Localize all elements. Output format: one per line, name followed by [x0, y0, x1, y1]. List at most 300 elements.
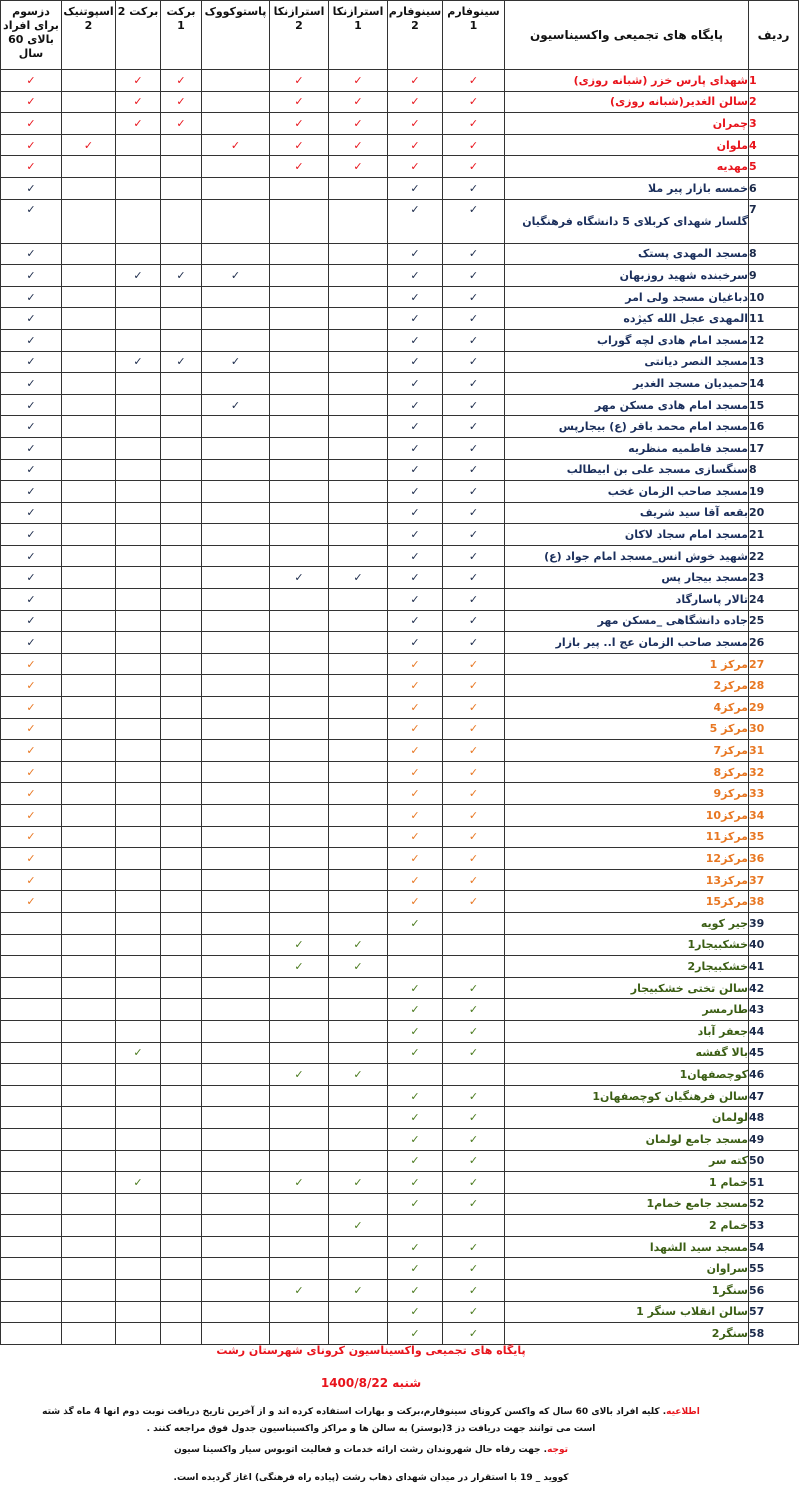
checkmark-icon: ✓	[26, 549, 36, 563]
cell-astra1	[329, 567, 388, 589]
cell-barekat1	[161, 1128, 202, 1150]
cell-barekat1	[161, 891, 202, 913]
header-sinopharm2: سینوفارم 2	[388, 1, 443, 70]
checkmark-icon: ✓	[410, 571, 420, 585]
cell-barekat2	[116, 632, 161, 654]
checkmark-icon: ✓	[26, 614, 36, 628]
checkmark-icon: ✓	[230, 398, 241, 412]
row-number: 25	[749, 610, 799, 632]
cell-pastocovac	[202, 394, 270, 416]
cell-sputnik2	[62, 869, 116, 891]
cell-barekat2	[116, 1258, 161, 1280]
cell-astra1	[329, 177, 388, 199]
center-name: سالن انقلاب سنگر 1	[505, 1301, 749, 1323]
checkmark-icon: ✓	[410, 95, 420, 109]
checkmark-icon: ✓	[26, 95, 36, 109]
center-name: سنگر1	[505, 1280, 749, 1302]
cell-sinopharm1	[443, 1236, 505, 1258]
cell-pastocovac	[202, 134, 270, 156]
table-row	[1, 545, 799, 567]
cell-sputnik2	[62, 826, 116, 848]
table-row	[1, 1128, 799, 1150]
cell-sinopharm1	[443, 351, 505, 373]
cell-astra1	[329, 632, 388, 654]
cell-barekat2	[116, 1020, 161, 1042]
checkmark-icon: ✓	[410, 73, 420, 87]
checkmark-icon: ✓	[230, 268, 241, 282]
cell-barekat1	[161, 177, 202, 199]
table-row	[1, 697, 799, 719]
table-row	[1, 1107, 799, 1129]
checkmark-icon: ✓	[410, 895, 420, 909]
checkmark-icon: ✓	[230, 355, 241, 369]
cell-astra2	[270, 761, 329, 783]
checkmark-icon: ✓	[468, 290, 479, 304]
cell-astra1	[329, 891, 388, 913]
row-number: 32	[749, 761, 799, 783]
cell-sinopharm1	[443, 1280, 505, 1302]
cell-booster	[1, 761, 62, 783]
cell-astra1	[329, 1323, 388, 1345]
cell-astra2	[270, 351, 329, 373]
center-name: کته سر	[505, 1150, 749, 1172]
cell-barekat2	[116, 697, 161, 719]
center-name: جاده دانشگاهی _مسکن مهر	[505, 610, 749, 632]
cell-sinopharm1	[443, 848, 505, 870]
cell-barekat2	[116, 891, 161, 913]
cell-pastocovac	[202, 1085, 270, 1107]
cell-pastocovac	[202, 912, 270, 934]
cell-barekat1	[161, 632, 202, 654]
checkmark-icon: ✓	[353, 160, 363, 174]
table-row	[1, 869, 799, 891]
checkmark-icon: ✓	[410, 1154, 420, 1168]
cell-sputnik2	[62, 891, 116, 913]
cell-sputnik2	[62, 351, 116, 373]
cell-sinopharm1	[443, 394, 505, 416]
cell-pastocovac	[202, 91, 270, 113]
cell-barekat2	[116, 1172, 161, 1194]
checkmark-icon: ✓	[468, 528, 479, 542]
checkmark-icon: ✓	[26, 528, 36, 542]
checkmark-icon: ✓	[468, 1024, 479, 1038]
checkmark-icon: ✓	[468, 160, 479, 174]
cell-astra2	[270, 394, 329, 416]
checkmark-icon: ✓	[176, 73, 186, 87]
checkmark-icon: ✓	[468, 1262, 479, 1276]
cell-barekat2	[116, 545, 161, 567]
checkmark-icon: ✓	[133, 1175, 143, 1189]
table-row	[1, 243, 799, 265]
cell-barekat1	[161, 1323, 202, 1345]
checkmark-icon: ✓	[468, 1197, 479, 1211]
checkmark-icon: ✓	[410, 247, 420, 261]
cell-pastocovac	[202, 783, 270, 805]
checkmark-icon: ✓	[133, 268, 143, 282]
checkmark-icon: ✓	[468, 1175, 479, 1189]
cell-barekat2	[116, 481, 161, 503]
checkmark-icon: ✓	[410, 1240, 420, 1254]
cell-booster	[1, 977, 62, 999]
cell-astra1	[329, 653, 388, 675]
cell-booster	[1, 826, 62, 848]
cell-pastocovac	[202, 697, 270, 719]
cell-sinopharm2	[388, 977, 443, 999]
cell-pastocovac	[202, 848, 270, 870]
cell-sinopharm2	[388, 999, 443, 1021]
cell-sinopharm1	[443, 1020, 505, 1042]
cell-astra1	[329, 718, 388, 740]
cell-barekat2	[116, 329, 161, 351]
checkmark-icon: ✓	[294, 1283, 304, 1297]
center-name: خمام 2	[505, 1215, 749, 1237]
checkmark-icon: ✓	[26, 138, 36, 152]
cell-barekat1	[161, 1280, 202, 1302]
checkmark-icon: ✓	[468, 1240, 479, 1254]
checkmark-icon: ✓	[26, 830, 36, 844]
cell-barekat1	[161, 545, 202, 567]
row-number: 29	[749, 697, 799, 719]
cell-barekat1	[161, 718, 202, 740]
cell-barekat1	[161, 675, 202, 697]
center-name: خشکبیجار2	[505, 956, 749, 978]
cell-barekat1	[161, 265, 202, 287]
cell-sinopharm2	[388, 718, 443, 740]
center-name: سنگر2	[505, 1323, 749, 1345]
header-row-no: ردیف	[749, 1, 799, 70]
cell-sinopharm1	[443, 1215, 505, 1237]
cell-barekat2	[116, 1064, 161, 1086]
cell-pastocovac	[202, 177, 270, 199]
cell-sputnik2	[62, 524, 116, 546]
cell-pastocovac	[202, 740, 270, 762]
checkmark-icon: ✓	[410, 1197, 420, 1211]
cell-sputnik2	[62, 1085, 116, 1107]
cell-sinopharm1	[443, 1193, 505, 1215]
row-number: 9	[749, 265, 799, 287]
cell-sinopharm1	[443, 826, 505, 848]
checkmark-icon: ✓	[468, 116, 479, 130]
checkmark-icon: ✓	[468, 1089, 479, 1103]
cell-barekat1	[161, 826, 202, 848]
checkmark-icon: ✓	[26, 895, 36, 909]
cell-barekat1	[161, 1042, 202, 1064]
row-number: 23	[749, 567, 799, 589]
cell-barekat2	[116, 826, 161, 848]
checkmark-icon: ✓	[353, 73, 363, 87]
row-number: 40	[749, 934, 799, 956]
cell-barekat1	[161, 1020, 202, 1042]
row-number: 48	[749, 1107, 799, 1129]
table-row	[1, 761, 799, 783]
cell-pastocovac	[202, 977, 270, 999]
cell-astra2	[270, 502, 329, 524]
cell-pastocovac	[202, 545, 270, 567]
footer-notice	[40, 1404, 702, 1438]
cell-astra1	[329, 1064, 388, 1086]
cell-barekat1	[161, 589, 202, 611]
cell-astra2	[270, 1172, 329, 1194]
checkmark-icon: ✓	[468, 138, 479, 152]
cell-barekat2	[116, 977, 161, 999]
cell-sputnik2	[62, 675, 116, 697]
checkmark-icon: ✓	[410, 376, 420, 390]
checkmark-icon: ✓	[176, 95, 186, 109]
cell-sputnik2	[62, 1215, 116, 1237]
checkmark-icon: ✓	[468, 484, 479, 498]
cell-astra2	[270, 1064, 329, 1086]
cell-barekat1	[161, 1085, 202, 1107]
table-row	[1, 912, 799, 934]
cell-astra1	[329, 394, 388, 416]
cell-sputnik2	[62, 956, 116, 978]
cell-astra2	[270, 1107, 329, 1129]
cell-sputnik2	[62, 373, 116, 395]
cell-astra1	[329, 545, 388, 567]
cell-astra2	[270, 1150, 329, 1172]
table-row	[1, 1193, 799, 1215]
cell-booster	[1, 956, 62, 978]
cell-barekat2	[116, 134, 161, 156]
cell-barekat2	[116, 912, 161, 934]
checkmark-icon: ✓	[410, 1089, 420, 1103]
cell-sputnik2	[62, 1258, 116, 1280]
center-name: مسجد امام هادی مسکن مهر	[505, 394, 749, 416]
checkmark-icon: ✓	[468, 851, 479, 865]
cell-sinopharm2	[388, 416, 443, 438]
cell-sputnik2	[62, 1323, 116, 1345]
table-row	[1, 783, 799, 805]
center-name: شهید خوش انس_مسجد امام جواد (ع)	[505, 545, 749, 567]
row-number: 41	[749, 956, 799, 978]
row-number: 2	[749, 91, 799, 113]
cell-sinopharm1	[443, 308, 505, 330]
cell-astra2	[270, 1085, 329, 1107]
cell-sputnik2	[62, 977, 116, 999]
cell-barekat1	[161, 91, 202, 113]
cell-sinopharm2	[388, 891, 443, 913]
checkmark-icon: ✓	[468, 1154, 479, 1168]
cell-sputnik2	[62, 1128, 116, 1150]
checkmark-icon: ✓	[410, 290, 420, 304]
checkmark-icon: ✓	[410, 268, 420, 282]
cell-barekat2	[116, 308, 161, 330]
cell-astra1	[329, 956, 388, 978]
cell-pastocovac	[202, 113, 270, 135]
cell-astra2	[270, 113, 329, 135]
cell-sinopharm1	[443, 265, 505, 287]
checkmark-icon: ✓	[468, 398, 479, 412]
checkmark-icon: ✓	[468, 333, 479, 347]
table-row	[1, 1236, 799, 1258]
row-number: 30	[749, 718, 799, 740]
cell-sinopharm2	[388, 1301, 443, 1323]
row-number: 21	[749, 524, 799, 546]
table-row	[1, 437, 799, 459]
cell-barekat1	[161, 653, 202, 675]
cell-booster	[1, 459, 62, 481]
cell-astra1	[329, 1042, 388, 1064]
checkmark-icon: ✓	[26, 851, 36, 865]
cell-barekat2	[116, 1085, 161, 1107]
cell-sinopharm1	[443, 869, 505, 891]
cell-sinopharm2	[388, 783, 443, 805]
center-name: مرکز7	[505, 740, 749, 762]
cell-booster	[1, 653, 62, 675]
cell-pastocovac	[202, 1193, 270, 1215]
cell-sputnik2	[62, 912, 116, 934]
cell-sinopharm1	[443, 1323, 505, 1345]
cell-astra1	[329, 524, 388, 546]
cell-booster	[1, 1085, 62, 1107]
checkmark-icon: ✓	[410, 441, 420, 455]
cell-barekat1	[161, 761, 202, 783]
cell-sinopharm1	[443, 891, 505, 913]
center-name: بالا گفشه	[505, 1042, 749, 1064]
cell-pastocovac	[202, 632, 270, 654]
cell-pastocovac	[202, 869, 270, 891]
cell-astra2	[270, 589, 329, 611]
cell-booster	[1, 1280, 62, 1302]
checkmark-icon: ✓	[410, 506, 420, 520]
cell-sinopharm2	[388, 761, 443, 783]
checkmark-icon: ✓	[410, 657, 420, 671]
cell-sinopharm1	[443, 329, 505, 351]
cell-astra2	[270, 1042, 329, 1064]
center-name: خمام 1	[505, 1172, 749, 1194]
center-name: مسجد سید الشهدا	[505, 1236, 749, 1258]
cell-sputnik2	[62, 416, 116, 438]
cell-astra2	[270, 1215, 329, 1237]
row-number: 46	[749, 1064, 799, 1086]
cell-sinopharm1	[443, 1064, 505, 1086]
cell-astra1	[329, 329, 388, 351]
cell-astra2	[270, 869, 329, 891]
notice-text: . کلیه افراد بالای 60 سال که واکسن کرونای سینوفارم،برکت و بهارات استفاده کرده اند و از آخرین تاریخ دریافت نوبت دوم انها 4 ماه گذ شته است می توانند جهت دریافت دز 3(بوستر) به سالن ها و مراکز واکسیناسیون جدول فوق مراجعه کنند .	[42, 1407, 667, 1434]
cell-astra2	[270, 718, 329, 740]
row-number: 52	[749, 1193, 799, 1215]
checkmark-icon: ✓	[468, 808, 479, 822]
checkmark-icon: ✓	[410, 1262, 420, 1276]
cell-sputnik2	[62, 740, 116, 762]
checkmark-icon: ✓	[26, 765, 36, 779]
cell-sinopharm2	[388, 134, 443, 156]
cell-sinopharm2	[388, 1128, 443, 1150]
cell-barekat2	[116, 999, 161, 1021]
cell-astra2	[270, 675, 329, 697]
table-row	[1, 1150, 799, 1172]
row-number: 13	[749, 351, 799, 373]
cell-astra1	[329, 91, 388, 113]
checkmark-icon: ✓	[468, 1305, 479, 1319]
checkmark-icon: ✓	[468, 744, 479, 758]
center-name: مرکز 1	[505, 653, 749, 675]
row-number: 35	[749, 826, 799, 848]
checkmark-icon: ✓	[353, 959, 363, 973]
cell-barekat1	[161, 999, 202, 1021]
table-row	[1, 1020, 799, 1042]
cell-barekat2	[116, 459, 161, 481]
checkmark-icon: ✓	[468, 1003, 479, 1017]
table-row	[1, 1301, 799, 1323]
table-row	[1, 1258, 799, 1280]
cell-astra2	[270, 243, 329, 265]
cell-barekat2	[116, 653, 161, 675]
cell-pastocovac	[202, 524, 270, 546]
cell-sinopharm2	[388, 329, 443, 351]
table-row	[1, 113, 799, 135]
cell-sinopharm1	[443, 113, 505, 135]
cell-barekat2	[116, 718, 161, 740]
cell-barekat1	[161, 329, 202, 351]
cell-sputnik2	[62, 761, 116, 783]
cell-sinopharm2	[388, 351, 443, 373]
cell-sinopharm1	[443, 459, 505, 481]
row-number: 54	[749, 1236, 799, 1258]
cell-barekat2	[116, 351, 161, 373]
cell-barekat2	[116, 610, 161, 632]
cell-booster	[1, 783, 62, 805]
table-row	[1, 1064, 799, 1086]
cell-barekat1	[161, 1301, 202, 1323]
cell-booster	[1, 524, 62, 546]
cell-sinopharm2	[388, 437, 443, 459]
cell-barekat2	[116, 265, 161, 287]
cell-sputnik2	[62, 1236, 116, 1258]
cell-barekat2	[116, 805, 161, 827]
center-name: سالن تختی خشکبیجار	[505, 977, 749, 999]
attention-text: . جهت رفاه حال شهروندان رشت ارائه خدمات و فعالیت اتوبوس سیار واکسینا سیون	[173, 1445, 548, 1455]
cell-astra2	[270, 199, 329, 243]
cell-astra2	[270, 999, 329, 1021]
checkmark-icon: ✓	[468, 1046, 479, 1060]
checkmark-icon: ✓	[468, 679, 479, 693]
cell-sinopharm1	[443, 675, 505, 697]
footer-day: شنبه	[392, 1376, 422, 1390]
table-row	[1, 199, 799, 243]
cell-astra1	[329, 826, 388, 848]
checkmark-icon: ✓	[353, 116, 363, 130]
checkmark-icon: ✓	[26, 722, 36, 736]
cell-astra2	[270, 416, 329, 438]
cell-pastocovac	[202, 826, 270, 848]
cell-booster	[1, 437, 62, 459]
cell-astra1	[329, 265, 388, 287]
center-name: حمیدیان مسجد الغدیر	[505, 373, 749, 395]
cell-sinopharm1	[443, 977, 505, 999]
center-name: مسجد امام محمد باقر (ع) بیجارپس	[505, 416, 749, 438]
checkmark-icon: ✓	[468, 657, 479, 671]
row-number: 4	[749, 134, 799, 156]
cell-astra1	[329, 70, 388, 92]
cell-pastocovac	[202, 1042, 270, 1064]
cell-astra2	[270, 373, 329, 395]
cell-sputnik2	[62, 610, 116, 632]
cell-astra2	[270, 848, 329, 870]
checkmark-icon: ✓	[26, 160, 36, 174]
center-name: دباغیان مسجد ولی امر	[505, 286, 749, 308]
cell-astra1	[329, 1020, 388, 1042]
cell-sinopharm1	[443, 373, 505, 395]
cell-barekat1	[161, 459, 202, 481]
cell-pastocovac	[202, 1107, 270, 1129]
center-name: لولمان	[505, 1107, 749, 1129]
cell-astra1	[329, 934, 388, 956]
footer-title: پایگاه های تجمیعی واکسیناسیون کرونای شهرستان رشت	[216, 1344, 526, 1357]
cell-astra2	[270, 1258, 329, 1280]
cell-astra1	[329, 848, 388, 870]
cell-sinopharm2	[388, 1085, 443, 1107]
